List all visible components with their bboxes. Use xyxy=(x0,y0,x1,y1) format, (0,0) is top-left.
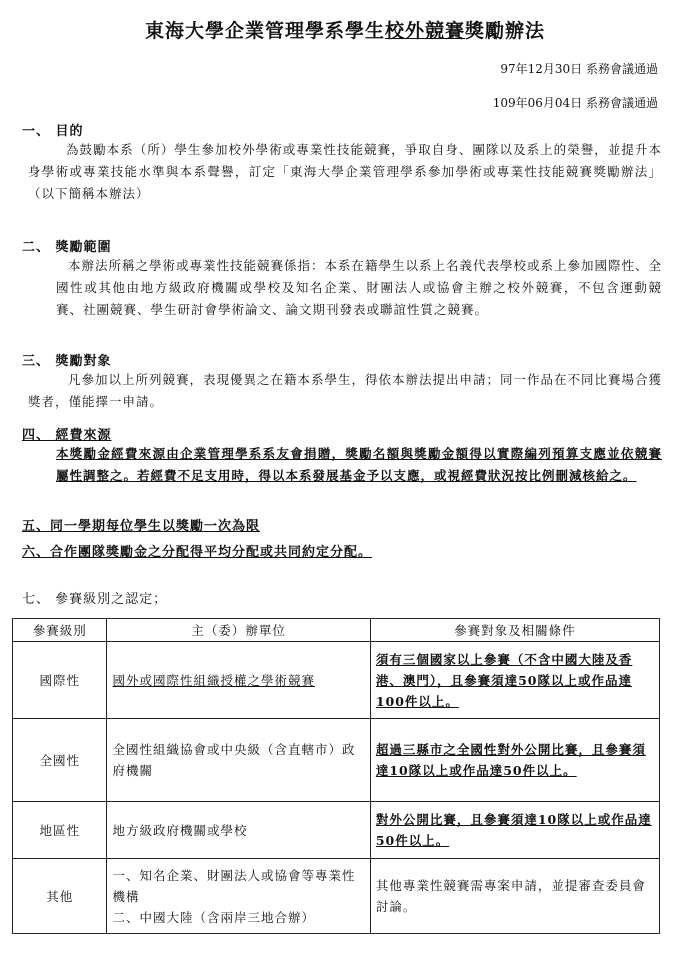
section-text: 本辦法所稱之學術或專業性技能競賽係指：本系在籍學生以系上名義代表學校或系上參加國際性、全國性或其他由地方級政府機關或學校及知名企業、財團法人或協會主辦之校外競賽，不包含運動競賽、社團競賽、學生研討會學術論文、論文期刊發表或聯誼性質之競賽。 xyxy=(56,258,663,317)
organizer-cell xyxy=(107,859,370,934)
organizer-item-1: 一、知名企業、財團法人或協會等專業性機構 xyxy=(112,867,356,904)
section-text: 凡參加以上所列競賽，表現優異之在籍本系學生，得依本辦法提出申請；同一作品在不同比賽場合獲獎者，僅能擇一申請。 xyxy=(28,372,663,409)
approval-date-2: 109年06月04日 系務會議通過 xyxy=(492,96,658,110)
table-header-row xyxy=(13,619,660,642)
section-level-definition xyxy=(22,588,662,607)
section-heading: 七、 參賽級別之認定； xyxy=(22,592,168,607)
section-funding xyxy=(22,424,662,487)
section-scope xyxy=(22,236,662,321)
organizer-text: 國外或國際性組織授權之學術競賽 xyxy=(112,672,315,688)
section-purpose xyxy=(22,120,662,205)
approval-date-1: 97年12月30日 系務會議通過 xyxy=(500,62,658,76)
table-header-conditions: 參賽對象及相關條件 xyxy=(370,619,659,642)
table-header-organizer: 主（委）辦單位 xyxy=(107,619,370,642)
level-cell: 地區性 xyxy=(13,802,107,859)
level-cell: 國際性 xyxy=(13,642,107,719)
document-title xyxy=(0,16,690,43)
section-heading: 三、 獎勵對象 xyxy=(22,354,112,369)
table-row xyxy=(13,859,660,934)
conditions-cell: 須有三個國家以上參賽（不含中國大陸及香港、澳門），且參賽須達50隊以上或作品達100件以上。 xyxy=(370,642,659,719)
section-team-distribution xyxy=(22,541,662,560)
title-suffix: 獎勵辦法 xyxy=(465,20,546,42)
table-row xyxy=(13,719,660,802)
section-heading: 四、 經費來源 xyxy=(22,428,112,443)
level-cell: 其他 xyxy=(13,859,107,934)
section-heading: 一、 目的 xyxy=(22,124,84,139)
table-row xyxy=(13,802,660,859)
section-text: 六、合作團隊獎勵金之分配得平均分配或共同約定分配。 xyxy=(22,545,373,560)
organizer-cell: 全國性組織協會或中央級（含直轄市）政府機關 xyxy=(107,719,370,802)
competition-level-table xyxy=(12,618,660,934)
title-underlined: 校外競賽 xyxy=(384,20,465,42)
title-prefix: 東海大學企業管理學系學生 xyxy=(144,20,385,42)
section-text: 本獎勵金經費來源由企業管理學系系友會捐贈，獎勵名額與獎勵金額得以實際編列預算支應並依競賽屬性調整之。若經費不足支用時，得以本系發展基金予以支應，或視經費狀況按比例刪減核給之。 xyxy=(56,446,662,483)
organizer-cell xyxy=(107,642,370,719)
conditions-cell: 超過三縣市之全國性對外公開比賽，且參賽須達10隊以上或作品達50件以上。 xyxy=(370,719,659,802)
level-cell: 全國性 xyxy=(13,719,107,802)
section-text: 五、同一學期每位學生以獎勵一次為限 xyxy=(22,519,261,534)
organizer-item-2: 二、中國大陸（含兩岸三地合辦） xyxy=(112,909,315,925)
conditions-cell: 對外公開比賽，且參賽須達10隊以上或作品達50件以上。 xyxy=(370,802,659,859)
organizer-cell: 地方級政府機關或學校 xyxy=(107,802,370,859)
section-heading: 二、 獎勵範圍 xyxy=(22,240,112,255)
conditions-cell: 其他專業性競賽需專案申請，並提審查委員會討論。 xyxy=(370,859,659,934)
table-row xyxy=(13,642,660,719)
section-eligibility xyxy=(22,350,662,413)
table-header-level: 參賽級別 xyxy=(13,619,107,642)
section-text: 為鼓勵本系（所）學生參加校外學術或專業性技能競賽，爭取自身、團隊以及系上的榮譽，並提升本身學術或專業技能水準與本系聲譽，訂定「東海大學企業管理學系參加學術或專業性技能競賽獎勵辦法」（以下簡稱本辦法） xyxy=(28,142,662,201)
section-limit xyxy=(22,515,662,534)
